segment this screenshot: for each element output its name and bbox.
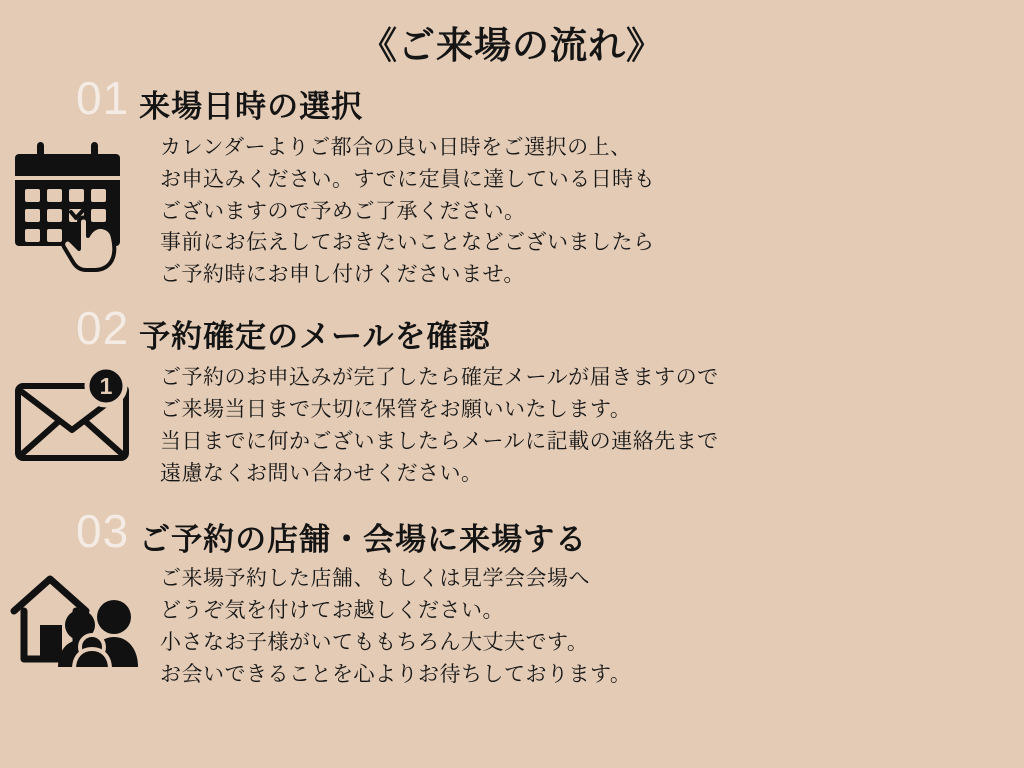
- step-1-heading: [0, 71, 1024, 124]
- step-2: [0, 302, 1024, 490]
- house-family-icon: [0, 559, 160, 671]
- step-3-title: ご予約の店舗・会場に来場する: [139, 521, 588, 557]
- step-1-line-5: ご予約時にお申し付けくださいませ。: [160, 263, 525, 287]
- step-1-body: [0, 128, 1024, 292]
- step-3-line-3: 小さなお子様がいてももちろん大丈夫です。: [160, 630, 589, 654]
- step-2-line-2: ご来場当日まで大切に保管をお願いいたします。: [160, 398, 632, 422]
- step-1-line-3: ございますので予めご了承ください。: [160, 199, 526, 223]
- step-3-line-2: どうぞ気を付けてお越しください。: [160, 598, 504, 622]
- step-1-title: 来場日時の選択: [139, 88, 364, 124]
- calendar-hand-icon: [0, 128, 160, 272]
- step-1-number: 01: [76, 71, 130, 124]
- mail-badge-count: 1: [99, 373, 113, 400]
- step-1-text: [160, 128, 655, 292]
- step-2-body: [0, 358, 1024, 490]
- step-3-number: 03: [76, 504, 130, 557]
- step-3-body: [0, 559, 1024, 691]
- step-2-line-4: 遠慮なくお問い合わせください。: [160, 461, 483, 485]
- step-1-line-2: お申込みください。すでに定員に達している日時も: [160, 167, 656, 191]
- step-1: [0, 71, 1024, 292]
- mail-badge-icon: [0, 358, 160, 462]
- step-3-heading: [0, 504, 1024, 557]
- step-3-line-1: ご来場予約した店舗、もしくは見学会会場へ: [160, 566, 590, 590]
- step-2-line-3: 当日までに何かございましたらメールに記載の連絡先まで: [160, 430, 719, 454]
- step-3: [0, 504, 1024, 691]
- step-2-line-1: ご予約のお申込みが完了したら確定メールが届きますので: [160, 366, 719, 390]
- step-2-heading: [0, 302, 1024, 355]
- step-2-text: [160, 358, 719, 490]
- step-3-line-4: お会いできることを心よりお待ちしております。: [160, 662, 632, 686]
- page-title: 《ご来場の流れ》: [360, 25, 664, 66]
- step-3-text: [160, 559, 631, 691]
- step-1-line-1: カレンダーよりご都合の良い日時をご選択の上、: [160, 135, 632, 159]
- step-2-number: 02: [76, 302, 130, 355]
- step-2-title: 予約確定のメールを確認: [139, 319, 491, 355]
- step-1-line-4: 事前にお伝えしておきたいことなどございましたら: [160, 231, 655, 255]
